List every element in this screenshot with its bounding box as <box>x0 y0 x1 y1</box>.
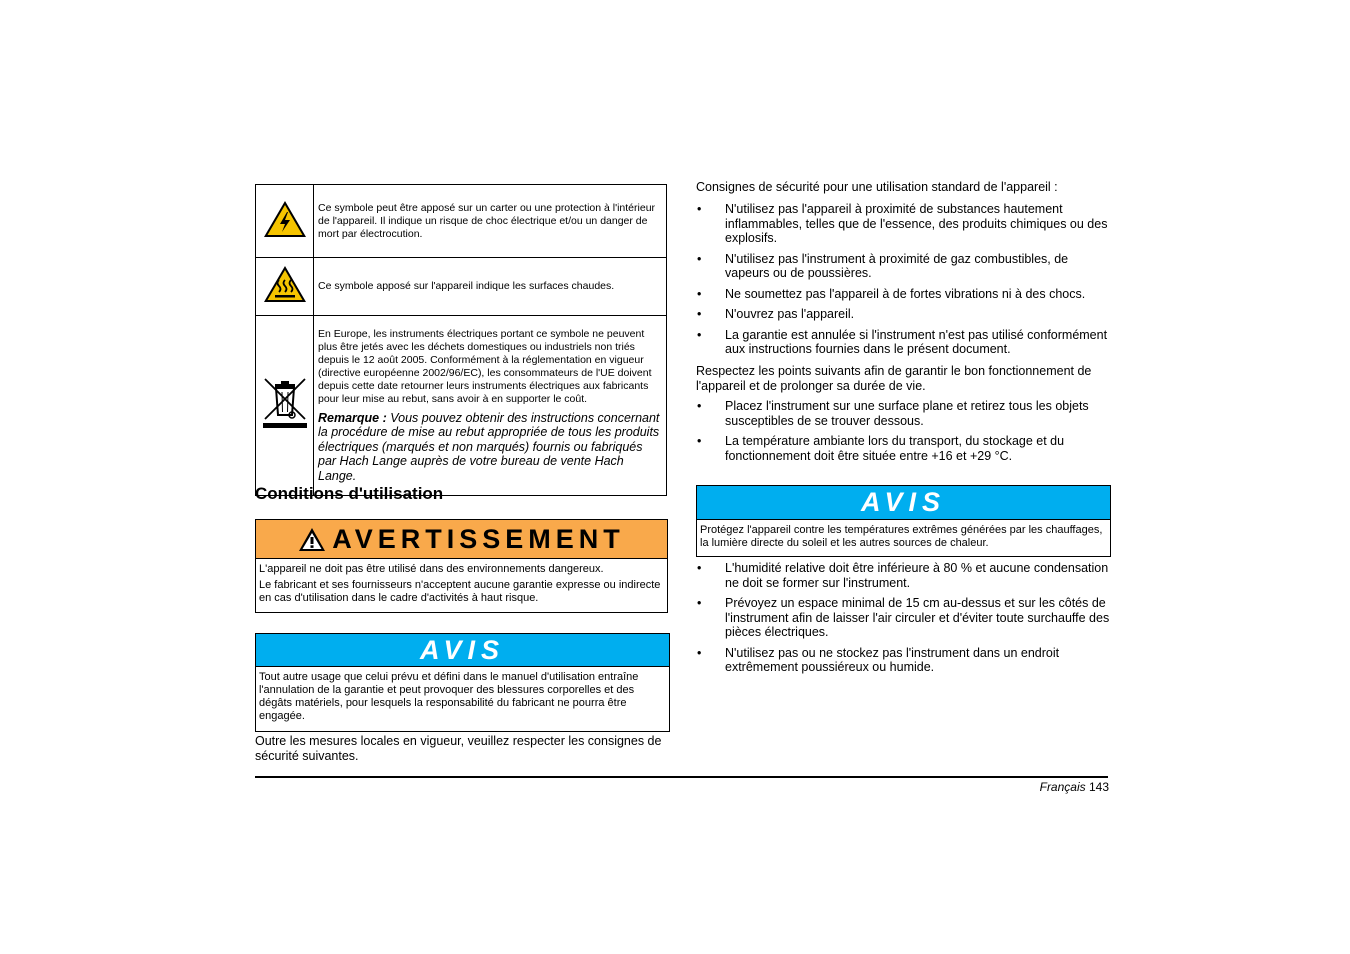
list-item-text: La température ambiante lors du transport, du stockage et du fonctionnement doit être située entre +16 et +29 °C. <box>725 434 1065 463</box>
list-item <box>696 434 1110 463</box>
list-item-text: N'ouvrez pas l'appareil. <box>725 307 855 321</box>
list-item <box>696 328 1110 357</box>
warning-box <box>255 519 668 613</box>
hot-surface-warning-icon <box>262 264 308 304</box>
right-intro-2: Respectez les points suivants afin de garantir le bon fonctionnement de l'appareil et de prolonger sa durée de vie. <box>696 364 1092 393</box>
notice-title: AVIS <box>419 634 505 665</box>
symbol-table <box>255 184 667 496</box>
list-item-text: Ne soumettez pas l'appareil à de fortes vibrations ni à des chocs. <box>725 286 1086 301</box>
notice-body: Protégez l'appareil contre les températures extrêmes générées par les chauffages, la lumière directe du soleil et les autres sources de chaleur. <box>700 524 1103 549</box>
list-item <box>696 252 1110 281</box>
notice-title: AVIS <box>860 487 946 517</box>
warning-header <box>256 520 667 559</box>
warning-triangle-icon <box>298 527 326 552</box>
warning-body <box>256 559 667 612</box>
symbol-icon-cell <box>256 258 314 316</box>
list-item-text: Prévoyez un espace minimal de 15 cm au-dessus et sur les côtés de l'instrument afin de laisser l'air circuler et d'éviter toute surchauffe des pièces électriques. <box>725 596 1110 639</box>
list-item-text: L'humidité relative doit être inférieure à 80 % et aucune condensation ne doit se former sur l'instrument. <box>725 561 1109 590</box>
section-title: Conditions d'utilisation <box>255 484 444 503</box>
symbol-description: Ce symbole peut être apposé sur un carter ou une protection à l'intérieur de l'appareil. Il indique un risque de choc électrique et/ou un danger de mort par électrocution. <box>314 185 667 258</box>
weee-crossed-bin-icon <box>261 375 309 431</box>
warning-title: AVERTISSEMENT <box>332 523 625 554</box>
list-item-text: La garantie est annulée si l'instrument n'est pas utilisé conformément aux instructions fournies dans le présent document. <box>725 327 1108 356</box>
bullet-icon: • <box>697 327 702 342</box>
list-item-text: N'utilisez pas l'instrument à proximité de gaz combustibles, de vapeurs ou de poussières. <box>725 251 1069 280</box>
page-number: 143 <box>1088 780 1109 794</box>
bullet-list-safety <box>696 202 1110 363</box>
symbol-description <box>314 316 667 496</box>
list-item <box>696 202 1110 246</box>
symbol-icon-cell <box>256 185 314 258</box>
bullet-icon: • <box>697 596 702 610</box>
symbol-icon-cell <box>256 316 314 496</box>
note-label: Remarque : <box>318 410 387 425</box>
bullet-icon: • <box>697 645 702 660</box>
notice-box <box>696 485 1111 557</box>
note-text: Vous pouvez obtenir des instructions concernant la procédure de mise au rebut appropriée de tous les produits électriques (marqués et non marqués) fournis ou fabriqués par Hach Lange auprès de votre bureau de vente Hach Lange. <box>318 410 660 483</box>
weee-note <box>318 411 662 484</box>
footer-rule <box>255 776 1108 778</box>
left-closing-text: Outre les mesures locales en vigueur, veuillez respecter les consignes de sécurité suivantes. <box>255 734 662 763</box>
footer-language: Français <box>1039 780 1086 794</box>
symbol-row <box>256 316 667 496</box>
notice-box <box>255 633 670 732</box>
list-item <box>696 399 1110 428</box>
bullet-icon: • <box>697 561 702 575</box>
list-item-text: N'utilisez pas ou ne stockez pas l'instrument dans un endroit extrêmement poussiéreux ou humide. <box>725 645 1060 674</box>
page-footer <box>980 780 1109 794</box>
bullet-list-operation <box>696 399 1110 469</box>
list-item <box>696 561 1110 590</box>
symbol-row <box>256 185 667 258</box>
bullet-icon: • <box>697 251 702 266</box>
symbol-row <box>256 258 667 316</box>
warning-line: Le fabricant et ses fournisseurs n'acceptent aucune garantie expresse ou indirecte en cas d'utilisation dans le cadre d'activités à haut risque. <box>259 579 661 604</box>
weee-text: En Europe, les instruments électriques portant ce symbole ne peuvent plus être jetés avec les déchets domestiques ou industriels non triés depuis le 12 août 2005. Conformément à la réglementation en vigueur (directive européenne 2002/96/EC), les consommateurs de l'UE doivent depuis cette date retourner leurs instruments électriques aux fabricants pour leur mise au rebut, sans avoir à en supporter le coût. <box>318 327 652 405</box>
bullet-icon: • <box>697 434 702 448</box>
warning-line: L'appareil ne doit pas être utilisé dans des environnements dangereux. <box>259 563 604 575</box>
notice-header <box>256 634 669 667</box>
list-item <box>696 596 1110 640</box>
notice-header <box>697 486 1110 520</box>
right-intro: Consignes de sécurité pour une utilisation standard de l'appareil : <box>696 180 1058 194</box>
list-item-text: Placez l'instrument sur une surface plane et retirez tous les objets susceptibles de se trouver dessous. <box>725 399 1089 428</box>
list-item <box>696 307 1110 322</box>
notice-body: Tout autre usage que celui prévu et défini dans le manuel d'utilisation entraîne l'annulation de la garantie et peut provoquer des blessures corporelles et des dégâts matériels, pour lesquels la responsabilité du fabricant ne pourra être engagée. <box>259 671 639 722</box>
electric-shock-warning-icon <box>262 199 308 239</box>
list-item-text: N'utilisez pas l'appareil à proximité de substances hautement inflammables, telles que de l'essence, des produits chimiques ou des explosifs. <box>725 202 1108 245</box>
list-item <box>696 287 1110 302</box>
bullet-list-environment <box>696 561 1110 681</box>
symbol-description: Ce symbole apposé sur l'appareil indique les surfaces chaudes. <box>314 258 667 316</box>
bullet-icon: • <box>697 286 702 301</box>
bullet-icon: • <box>697 202 702 216</box>
list-item <box>696 646 1110 675</box>
bullet-icon: • <box>697 307 702 321</box>
bullet-icon: • <box>697 399 702 413</box>
